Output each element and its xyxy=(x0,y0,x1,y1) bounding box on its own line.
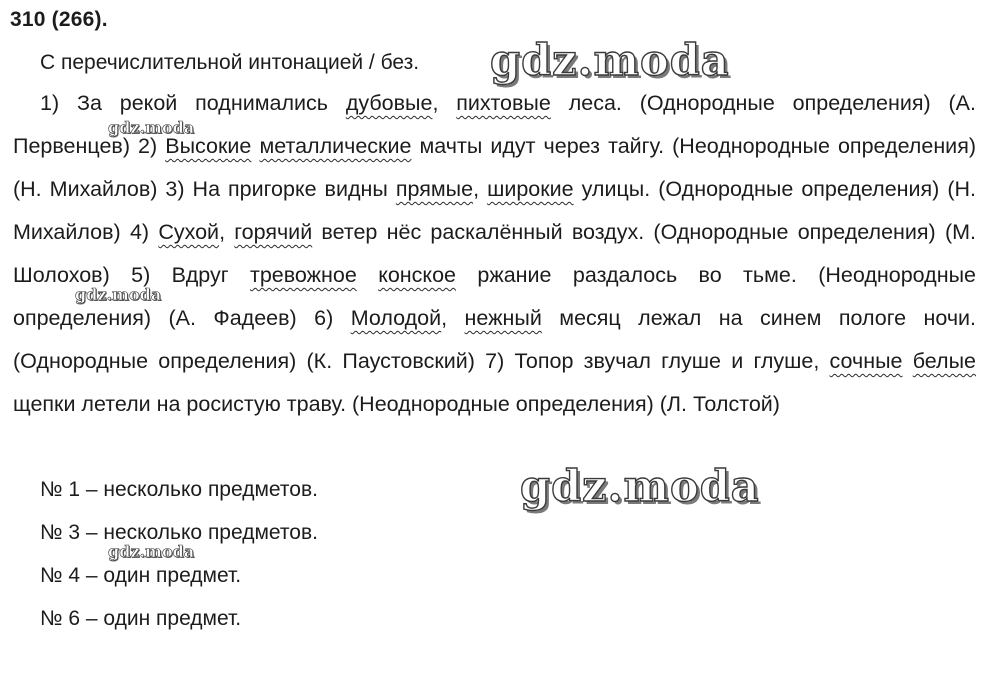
exercise-number: 310 (266). xyxy=(10,8,108,31)
underlined-word: сочные xyxy=(829,349,903,373)
watermark-bottom: gdz.moda xyxy=(520,462,760,512)
text-segment: 1) За рекой поднимались xyxy=(40,91,346,115)
note-line-4: № 6 – один предмет. xyxy=(40,607,242,630)
answer-paragraph xyxy=(13,82,976,426)
underlined-word: конское xyxy=(378,263,456,287)
underlined-word: пихтовые xyxy=(456,91,551,115)
text-segment: , xyxy=(473,177,488,201)
underlined-word: нежный xyxy=(464,306,542,330)
note-line-3: № 4 – один предмет. xyxy=(40,564,242,587)
text-segment: щепки летели на росистую траву. (Неоднородные определения) (Л. Толстой) xyxy=(13,392,780,416)
text-segment: леса. (Однородные определения) (А. Первенцев) 2) xyxy=(13,91,976,158)
note-line-1: № 1 – несколько предметов. xyxy=(40,478,318,501)
underlined-word: широкие xyxy=(487,177,574,201)
underlined-word: дубовые xyxy=(345,91,433,115)
intro-line: С перечислительной интонацией / без. xyxy=(40,51,420,74)
watermark-small-1: gdz.moda xyxy=(108,118,195,137)
text-segment: , xyxy=(441,306,465,330)
underlined-word: тревожное xyxy=(249,263,357,287)
text-segment xyxy=(902,349,912,373)
underlined-word: прямые xyxy=(395,177,474,201)
text-segment: мачты идут через тайгу. (Неоднородные определения) (Н. Михайлов) 3) На пригорке видны xyxy=(13,134,976,201)
watermark-top: gdz.moda xyxy=(490,36,730,86)
text-segment: ржание раздалось во тьме. (Неоднородные определения) (А. Фадеев) 6) xyxy=(13,263,976,330)
underlined-word: белые xyxy=(912,349,976,373)
text-segment: улицы. (Однородные определения) (Н. Михайлов) 4) xyxy=(13,177,977,244)
watermark-small-3: gdz.moda xyxy=(108,542,195,561)
underlined-word: металлические xyxy=(259,134,412,158)
underlined-word: Молодой xyxy=(350,306,442,330)
text-segment: месяц лежал на синем пологе ночи. (Однородные определения) (К. Паустовский) 7) Топор звучал глуше и глуше, xyxy=(13,306,977,373)
underlined-word: горячий xyxy=(234,220,313,244)
text-segment: ветер нёс раскалённый воздух. (Однородные определения) (М. Шолохов) 5) Вдруг xyxy=(13,220,976,287)
text-segment: , xyxy=(219,220,235,244)
note-line-2: № 3 – несколько предметов. xyxy=(40,521,318,544)
text-segment xyxy=(357,263,378,287)
underlined-word: Сухой xyxy=(158,220,220,244)
watermark-small-2: gdz.moda xyxy=(75,285,162,304)
underlined-word: Высокие xyxy=(165,134,252,158)
text-segment: , xyxy=(432,91,457,115)
